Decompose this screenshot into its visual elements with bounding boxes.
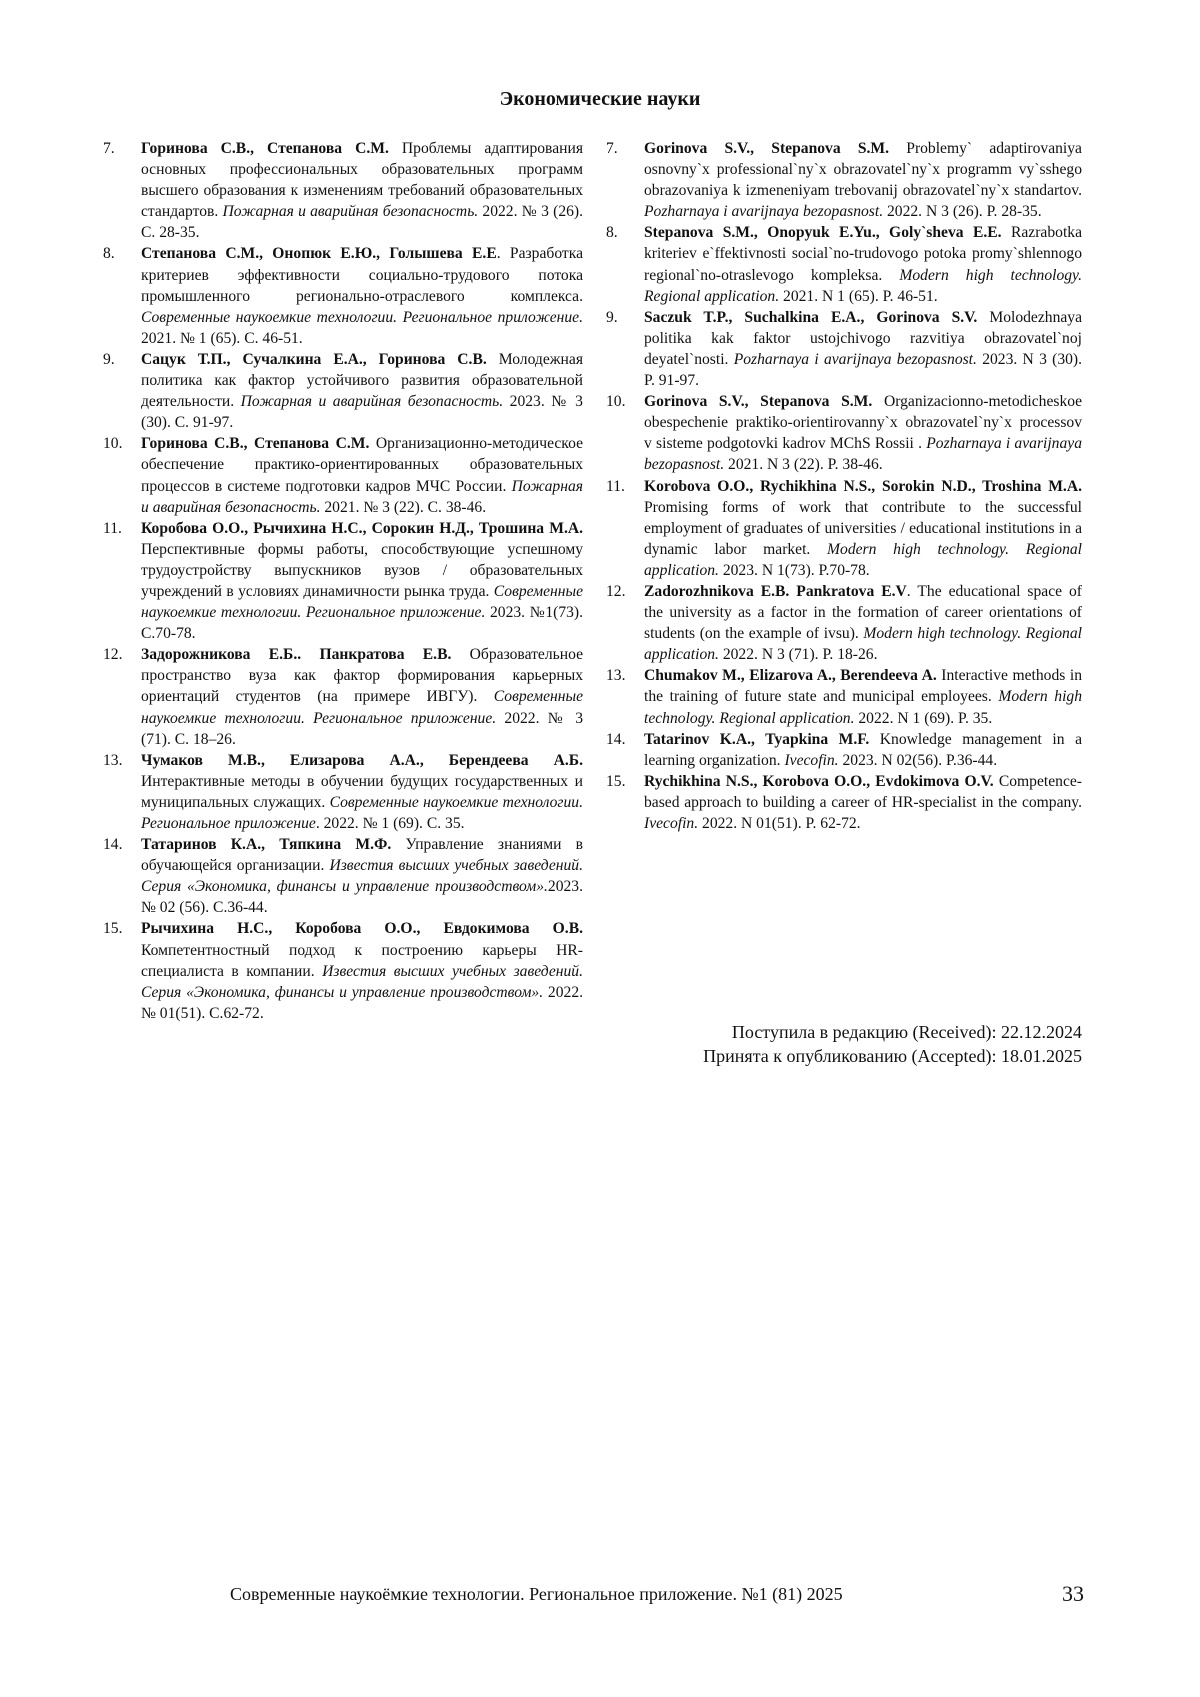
reference-source: Современные наукоемкие технологии. Региональное приложение. [141,688,583,727]
reference-source: Современные наукоемкие технологии. Региональное приложение. [141,308,583,326]
reference-title: Knowledge management in a learning organization. [644,730,1082,769]
reference-title: Molodezhnaya politika kak faktor ustojchivogo razvitiya obrazovatel`noj deyatel`nosti. [644,308,1083,368]
reference-authors: Rychikhina N.S., Korobova O.O., Evdokimova O.V. [644,772,994,790]
reference-details: 2021. № 1 (65). С. 46-51. [141,329,303,347]
reference-number: 15. [606,772,626,790]
reference-authors: Степанова С.М., Онопюк Е.Ю., Голышева Е.Е [141,245,497,263]
reference-item [103,518,583,645]
reference-authors: Zadorozhnikova E.B. Pankratova E.V [644,582,907,600]
reference-title: Problemy` adaptirovaniya osnovny`x professional`ny`x obrazovatel`ny`x programm vy`sshego obrazovaniya k izmeneniyam trebovanij obrazovatel`ny`x standartov. [644,140,1082,200]
reference-authors: Задорожникова Е.Б.. Панкратова Е.В. [141,646,452,664]
reference-item [606,391,1082,475]
reference-source: Ivecofin. [644,815,699,832]
reference-details: . 2022. № 1 (69). С. 35. [315,815,465,832]
reference-authors: Chumakov M., Elizarova A., Berendeeva A. [644,667,937,685]
reference-number: 10. [606,393,626,411]
submission-dates [606,1020,1082,1068]
reference-item [103,138,583,243]
reference-item [103,243,583,348]
reference-number: 7. [606,140,618,157]
reference-title: Образовательное пространство вуза как фактор формирования карьерных ориентаций студентов (на примере ИВГУ). [141,646,583,706]
reference-number: 9. [606,308,618,326]
reference-authors: Рычихина Н.С., Коробова О.О., Евдокимова О.В. [141,920,583,938]
reference-number: 11. [103,519,122,537]
reference-number: 12. [103,646,123,664]
reference-source: Modern high technology. Regional application. [644,540,1082,579]
reference-authors: Saczuk T.P., Suchalkina E.A., Gorinova S.V. [644,308,978,326]
reference-authors: Татаринов К.А., Тяпкина М.Ф. [141,836,392,854]
reference-details: 2021. N 1 (65). P. 46-51. [779,287,938,305]
reference-number: 8. [103,245,115,263]
reference-source: Известия высших учебных заведений. Серия «Экономика, финансы и управление производством». [141,962,583,1001]
reference-number: 13. [606,667,626,685]
reference-authors: Сацук Т.П., Сучалкина Е.А., Горинова С.В. [141,350,487,368]
accepted-line: Принята к опубликованию (Accepted): 18.01.2025 [703,1046,1082,1066]
reference-number: 12. [606,582,626,600]
reference-item [103,750,583,834]
footer-journal-title: Современные наукоёмкие технологии. Региональное приложение. №1 (81) 2025 [230,1584,843,1604]
reference-authors: Коробова О.О., Рычихина Н.С., Сорокин Н.Д., Трошина М.А. [141,519,583,537]
reference-item [103,349,583,433]
reference-details: 2022. № 3 (71). С. 18–26. [141,709,583,748]
reference-number: 14. [606,730,626,748]
reference-source: Пожарная и аварийная безопасность. [141,477,583,516]
reference-number: 15. [103,920,123,938]
reference-source: Pozharnaya i avarijnaya bezopasnost. [733,350,977,368]
reference-authors: Чумаков М.В., Елизарова А.А., Берендеева А.Б. [141,751,583,769]
reference-title: Управление знаниями в обучающейся организации. [141,836,584,875]
reference-number: 7. [103,140,115,157]
reference-item [606,665,1082,728]
reference-source: Modern high technology. Regional application. [644,688,1083,727]
references-russian [103,138,583,1024]
reference-source: Modern high technology. Regional application. [644,266,1082,305]
section-header: Экономические науки [499,88,701,110]
reference-number: 8. [606,224,618,242]
reference-source: Pozharnaya i avarijnaya bezopasnost. [644,435,1082,474]
reference-item [606,476,1082,581]
reference-number: 13. [103,751,123,769]
reference-details: 2022. N 3 (71). P. 18-26. [718,646,878,664]
reference-title: Проблемы адаптирования основных профессиональных образовательных программ высшего образования к изменениям требований образовательных стандартов. [141,140,583,221]
reference-authors: Tatarinov K.A., Tyapkina M.F. [644,730,870,748]
reference-item [103,644,583,749]
reference-details: 2022. N 1 (69). P. 35. [854,709,993,727]
reference-authors: Горинова С.В., Степанова С.М. [141,140,389,157]
reference-authors: Gorinova S.V., Stepanova S.M. [644,393,873,411]
reference-details: 2022. N 3 (26). P. 28-35. [883,203,1042,221]
reference-details: 2023. №1(73). С.70-78. [141,604,583,643]
reference-number: 9. [103,350,115,368]
page-number: 33 [1062,1581,1084,1606]
reference-authors: Gorinova S.V., Stepanova S.M. [644,140,890,157]
reference-number: 14. [103,836,123,854]
reference-title: . Разработка критериев эффективности социально-трудового потока промышленного регионально-отраслевого комплекса. [141,245,584,305]
reference-details: 2023. № 3 (30). С. 91-97. [141,393,583,432]
reference-source: Pozharnaya i avarijnaya bezopasnost. [644,203,884,221]
reference-item [606,138,1082,222]
reference-title: Организационно-методическое обеспечение практико-ориентированных образовательных процессов в системе подготовки кадров МЧС России. [141,435,583,495]
reference-title: Promising forms of work that contribute to the successful employment of graduates of universities / educational institutions in a dynamic labor market. [644,498,1082,558]
reference-details: 2021. N 3 (22). P. 38-46. [724,456,883,474]
reference-title: Competence-based approach to building a career of HR-specialist in the company. [644,772,1082,811]
reference-details: 2021. № 3 (22). С. 38-46. [320,498,487,516]
reference-item [606,771,1082,834]
reference-details: 2022. № 3 (26). С. 28-35. [141,203,583,242]
reference-details: 2023. N 3 (30). P. 91-97. [644,350,1083,390]
reference-title: Интерактивные методы в обучении будущих государственных и муниципальных служащих. [141,772,583,811]
reference-source: Пожарная и аварийная безопасность. [222,203,479,221]
reference-details: 2022. № 01(51). С.62-72. [141,983,584,1022]
reference-source: Пожарная и аварийная безопасность. [240,393,504,411]
reference-item [606,581,1082,665]
reference-source: Современные наукоемкие технологии. Региональное приложение [141,793,583,832]
reference-details: 2023. N 1(73). P.70-78. [718,561,870,579]
reference-authors: Stepanova S.M., Onopyuk E.Yu., Goly`sheva E.E. [644,224,1002,242]
reference-source: Известия высших учебных заведений. Серия «Экономика, финансы и управление производством». [141,857,583,896]
reference-item [103,433,583,517]
reference-source: Ivecofin. [784,751,839,769]
reference-title: Компетентностный подход к построению карьеры HR-специалиста в компании. [141,941,583,980]
reference-details: 2023. N 02(56). P.36-44. [838,751,998,769]
reference-item [103,834,583,918]
reference-authors: Горинова С.В., Степанова С.М. [141,435,370,453]
reference-item [103,918,583,1023]
reference-title: Interactive methods in the training of future state and municipal employees. [644,667,1082,706]
reference-item [606,307,1082,391]
reference-details: 2023. № 02 (56). С.36-44. [141,878,583,917]
reference-title: Молодежная политика как фактор устойчивого развития образовательной деятельности. [141,350,583,411]
reference-number: 11. [606,477,625,495]
reference-details: 2022. N 01(51). P. 62-72. [698,815,861,832]
reference-item [606,222,1082,306]
reference-title: Перспективные формы работы, способствующие успешному трудоустройству выпускников вузов / образовательных учреждений в условиях динамичности рынка труда. [141,540,583,600]
reference-title: Organizacionno-metodicheskoe obespechenie praktiko-orientirovanny`x obrazovatel`ny`x processov v sisteme podgotovki kadrov MChS Rossii . [644,393,1082,453]
reference-authors: Korobova O.O., Rychikhina N.S., Sorokin N.D., Troshina M.A. [644,477,1082,495]
reference-item [606,729,1082,771]
references-english [606,138,1082,834]
received-line: Поступила в редакцию (Received): 22.12.2024 [731,1022,1082,1042]
reference-title: Razrabotka kriteriev e`ffektivnosti social`no-trudovogo potoka promy`shlennogo regional`no-otraslevogo kompleksa. [644,224,1082,284]
reference-source: Современные наукоемкие технологии. Региональное приложение. [141,582,583,622]
reference-title: . The educational space of the university as a factor in the formation of career orientations of students (on the example of ivsu). [644,582,1082,643]
reference-number: 10. [103,435,123,453]
reference-source: Modern high technology. Regional application. [644,625,1082,664]
